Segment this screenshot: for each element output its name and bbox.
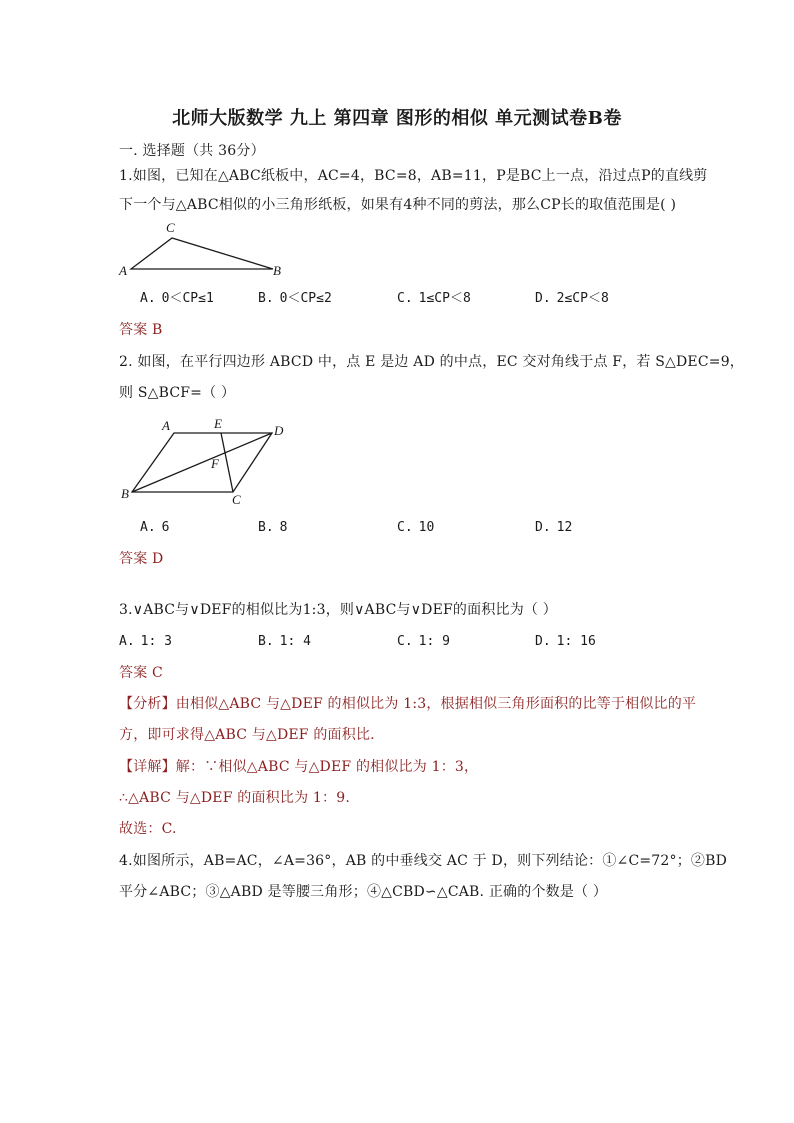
q1-text-line-1: 1.如图，已知在△ABC纸板中，AC=4，BC=8，AB=11，P是BC上一点，沿过点P的直线剪 bbox=[119, 168, 708, 184]
page-title: 北师大版数学 九上 第四章 图形的相似 单元测试卷B卷 bbox=[172, 108, 622, 129]
q3-options bbox=[119, 633, 679, 651]
q3-choice: 故选：C. bbox=[119, 821, 177, 837]
q2-text-line-1: 2. 如图，在平行四边形 ABCD 中，点 E 是边 AD 的中点，EC 交对角线于点 F，若 S△DEC=9， bbox=[119, 354, 745, 370]
q1-label-c: C bbox=[166, 220, 175, 235]
q2-label-d: D bbox=[274, 423, 284, 438]
q2-answer: 答案 D bbox=[119, 551, 164, 567]
q2-label-e: E bbox=[214, 416, 222, 431]
q3-detail-line-1: 【详解】解：∵相似△ABC 与△DEF 的相似比为 1：3， bbox=[119, 759, 479, 775]
q2-text-line-2: 则 S△BCF=（ ） bbox=[119, 385, 236, 401]
q1-text-line-2: 下一个与△ABC相似的小三角形纸板，如果有4种不同的剪法，那么CP长的取值范围是( ) bbox=[119, 197, 677, 213]
q1-option-d: D. 2≤CP＜8 bbox=[535, 291, 609, 306]
q3-option-a: A. 1: 3 bbox=[119, 634, 172, 649]
q1-label-b: B bbox=[273, 263, 281, 278]
q2-label-c: C bbox=[232, 492, 241, 507]
q3-analysis-line-1: 【分析】由相似△ABC 与△DEF 的相似比为 1:3，根据相似三角形面积的比等于相似比的平 bbox=[119, 696, 697, 712]
q2-option-b: B. 8 bbox=[258, 520, 288, 535]
q2-label-a: A bbox=[162, 418, 170, 433]
q2-option-c: C. 10 bbox=[397, 520, 435, 535]
q1-options bbox=[119, 290, 679, 308]
q1-option-c: C. 1≤CP＜8 bbox=[397, 291, 471, 306]
q4-text-line-2: 平分∠ABC；③△ABD 是等腰三角形；④△CBD∽△CAB. 正确的个数是（ ） bbox=[119, 884, 608, 900]
q2-parallelogram-figure bbox=[116, 412, 296, 508]
q3-analysis-line-2: 方，即可求得△ABC 与△DEF 的面积比. bbox=[119, 727, 375, 743]
q3-answer: 答案 C bbox=[119, 665, 163, 681]
q2-option-d: D. 12 bbox=[535, 520, 573, 535]
q3-detail-line-2: ∴△ABC 与△DEF 的面积比为 1：9. bbox=[119, 790, 350, 806]
q1-option-a: A. 0＜CP≤1 bbox=[140, 291, 214, 306]
q1-label-a: A bbox=[119, 263, 127, 278]
q2-option-a: A. 6 bbox=[140, 520, 170, 535]
q2-options bbox=[119, 519, 679, 537]
q3-option-b: B. 1: 4 bbox=[258, 634, 311, 649]
q1-triangle-figure bbox=[116, 218, 292, 280]
section-heading: 一. 选择题（共 36分） bbox=[119, 143, 265, 159]
q3-text-line-1: 3.∨ABC与∨DEF的相似比为1:3，则∨ABC与∨DEF的面积比为（ ） bbox=[119, 602, 557, 618]
q1-option-b: B. 0＜CP≤2 bbox=[258, 291, 332, 306]
q2-label-b: B bbox=[121, 486, 129, 501]
q2-label-f: F bbox=[211, 456, 219, 471]
q4-text-line-1: 4.如图所示，AB=AC，∠A=36°，AB 的中垂线交 AC 于 D，则下列结论：①∠C=72°；②BD bbox=[119, 853, 728, 869]
q1-answer: 答案 B bbox=[119, 322, 163, 338]
q3-option-d: D. 1: 16 bbox=[535, 634, 596, 649]
q3-option-c: C. 1: 9 bbox=[397, 634, 450, 649]
